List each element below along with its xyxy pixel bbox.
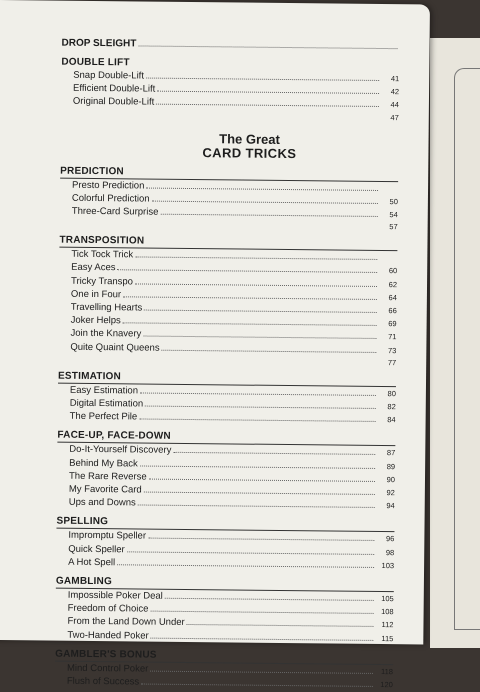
leader-dots [165,590,374,601]
toc-item-extra [61,108,399,122]
toc-item [55,628,393,645]
toc-item-title: Three-Card Surprise [72,206,159,219]
toc-item-extra [58,353,396,367]
toc-item-title: From the Land Down Under [67,616,184,629]
leader-dots [123,315,377,327]
toc-item-page: 64 [379,292,397,304]
toc-item-page: 108 [376,606,394,618]
toc-item-page: 92 [377,487,395,499]
toc-item-title: Colorful Prediction [72,193,150,206]
toc-item-page: 73 [378,345,396,357]
toc-item-page: 120 [375,679,393,691]
leader-dots [141,676,373,687]
toc-item-title: Flush of Success [67,676,139,689]
leader-dots [143,328,376,339]
toc-item-page: 42 [381,86,399,98]
toc-item-page: 71 [378,331,396,343]
toc-item-title: Digital Estimation [70,398,144,411]
toc-item-page: 94 [377,500,395,512]
toc-item-page: 103 [376,560,394,572]
toc-item-page: 50 [380,196,398,208]
leader-dots [150,603,373,614]
leader-dots [144,484,375,495]
toc-item-page: 84 [378,414,396,426]
section-heading: PREDICTION [60,165,398,182]
leader-dots [145,398,376,409]
toc-item-title: Efficient Double-Lift [73,83,155,96]
leader-dots [117,556,374,568]
toc-item-page: 89 [377,461,395,473]
leader-dots [146,70,379,81]
table-of-contents [55,37,400,692]
leader-dots [146,179,378,190]
toc-item-title: Impromptu Speller [68,530,146,543]
toc-item-page: 80 [378,388,396,400]
toc-item-title: Impossible Poker Deal [68,590,163,603]
section-heading: FACE-UP, FACE-DOWN [57,430,395,447]
toc-item-title: The Rare Reverse [69,471,147,484]
section-heading: SPELLING [56,516,394,533]
double-lift-items [61,69,400,122]
toc-item-title: The Perfect Pile [70,411,138,424]
toc-item-title: Behind My Back [69,457,138,470]
toc-item-title: Ups and Downs [69,497,136,510]
toc-item-title: Presto Prediction [72,179,144,192]
leader-dots [140,457,375,468]
section-heading: ESTIMATION [58,370,396,387]
section-heading: GAMBLING [56,576,394,593]
leader-dots [173,444,375,455]
toc-item-title: Quite Quaint Queens [70,341,159,354]
section-heading: GAMBLER'S BONUS [55,649,393,666]
toc-item-title: Quick Speller [68,543,125,556]
toc-item-title: Join the Knavery [70,328,141,341]
toc-entry-drop-sleight [61,37,399,53]
toc-item-title: Travelling Hearts [71,302,143,315]
toc-item-title: One in Four [71,289,121,302]
toc-item-extra [60,218,398,232]
toc-item-page: 60 [379,265,397,277]
leader-dots [156,96,379,107]
toc-item-title: Original Double-Lift [73,96,154,109]
toc-item-title: Two-Handed Poker [67,629,148,642]
toc-item-page: 62 [379,279,397,291]
leader-dots [150,663,373,674]
leader-dots [123,288,377,300]
facing-page-border [454,68,480,630]
toc-item-page: 82 [378,401,396,413]
toc-item-title: Do-It-Yourself Discovery [69,444,171,457]
sections-list [55,165,398,691]
toc-item-page: 118 [375,666,393,678]
toc-item-page: 54 [380,209,398,221]
toc-item-page: 77 [378,359,396,367]
leader-dots [140,384,376,395]
leader-dots [118,262,378,274]
toc-item-page: 44 [381,99,399,111]
toc-item-title: Tick Tock Trick [71,249,133,262]
toc-item-page: 57 [380,223,398,231]
leader-dots [187,616,374,627]
leader-dots [152,192,378,203]
toc-item-title: Freedom of Choice [68,603,149,616]
part-title-line2: CARD TRICKS [100,145,398,162]
toc-item-page: 41 [381,73,399,85]
part-title-line1: The Great [219,131,280,147]
toc-item-page: 96 [376,533,394,545]
toc-item-page: 112 [375,619,393,631]
leader-dots [138,497,375,508]
toc-item [57,496,395,513]
toc-item [58,410,396,427]
toc-item [56,555,394,572]
toc-item-page: 69 [379,318,397,330]
leader-dots [144,302,377,313]
toc-item-title: Snap Double-Lift [73,70,144,83]
toc-item-page: 47 [381,114,399,122]
toc-item-page: 90 [377,474,395,486]
toc-heading: DROP SLEIGHT [61,38,136,50]
leader-dots [135,275,377,287]
toc-item-page: 66 [379,305,397,317]
toc-item-page: 98 [376,547,394,559]
toc-item-title: Mind Control Poker [67,663,148,676]
section-heading: DOUBLE LIFT [61,57,399,73]
leader-dots [127,543,375,555]
leader-dots [162,341,377,352]
leader-dots [149,470,375,481]
leader-dots [138,37,397,49]
toc-item-title: Easy Aces [71,262,115,275]
leader-dots [160,206,377,217]
leader-dots [151,629,374,640]
toc-item-page: 115 [375,633,393,645]
toc-item-page: 87 [377,447,395,459]
toc-item-title: A Hot Spell [68,557,115,570]
toc-item [55,675,393,692]
leader-dots [139,411,375,422]
part-title [100,131,398,162]
toc-item-title: Joker Helps [71,315,121,328]
leader-dots [148,530,374,541]
leader-dots [157,83,379,94]
leader-dots [135,249,377,261]
section-heading: TRANSPOSITION [59,235,397,252]
toc-item-title: Tricky Transpo [71,275,133,288]
toc-item-page: 105 [376,593,394,605]
toc-item-title: My Favorite Card [69,484,142,497]
toc-item-title: Easy Estimation [70,385,138,398]
